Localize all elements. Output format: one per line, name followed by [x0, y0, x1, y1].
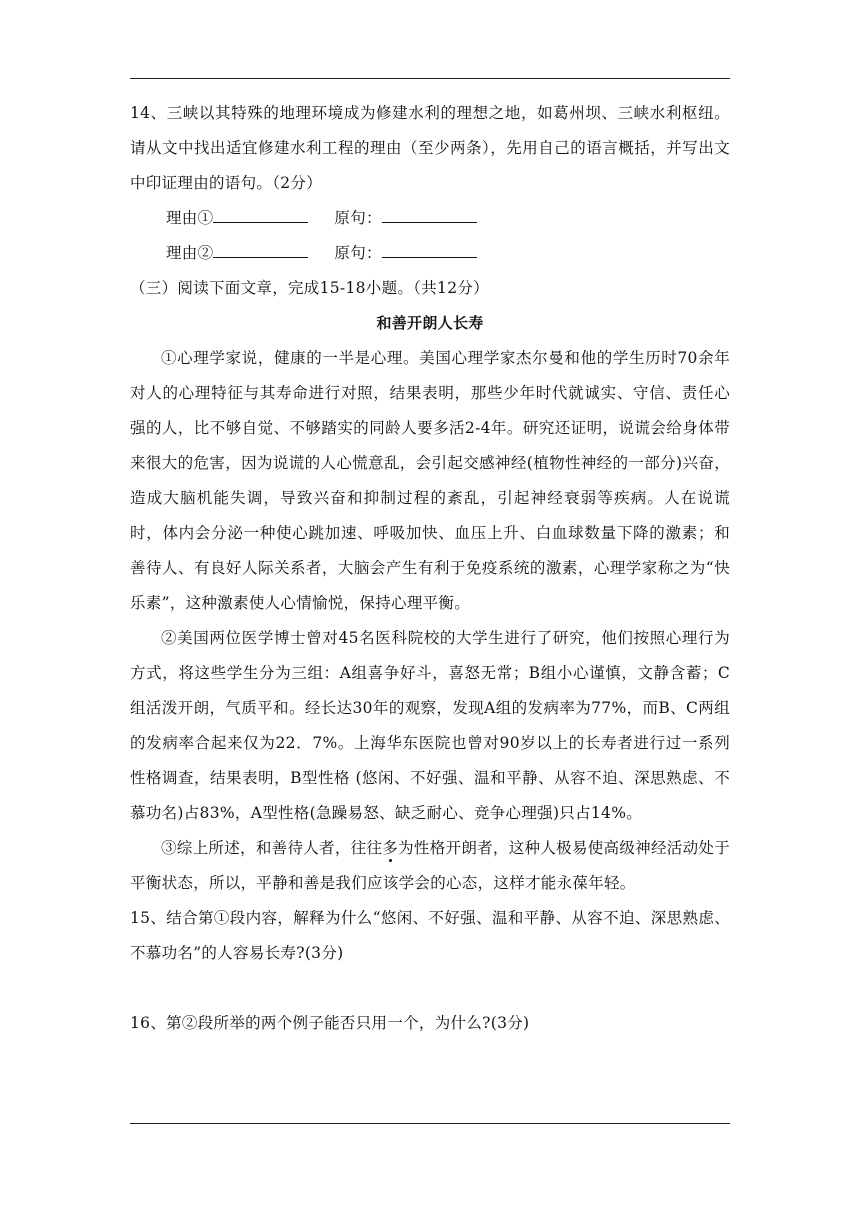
emphasis-dot-word: 多 [382, 839, 399, 857]
header-rule [130, 78, 730, 79]
article-paragraph-3 [130, 831, 730, 901]
paragraph-3-end: 为性格开朗者，这种人极易使高级神经活动处于平衡状态，所以，平静和善是我们应该学会的心态，这样才能永葆年轻。 [130, 839, 730, 892]
article-paragraph-1: ①心理学家说，健康的一半是心理。美国心理学家杰尔曼和他的学生历时70余年对人的心理特征与其寿命进行对照，结果表明，那些少年时代就诚实、守信、责任心强的人，比不够自觉、不够踏实的同龄人要多活2-4年。研究还证明，说谎会给身体带来很大的危害，因为说谎的人心慌意乱，会引起交感神经(植物性神经的一部分)兴奋，造成大脑机能失调，导致兴奋和抑制过程的紊乱，引起神经衰弱等疾病。人在说谎时，体内会分泌一种使心跳加速、呼吸加快、血压上升、白血球数量下降的激素；和善待人、有良好人际关系者，大脑会产生有利于免疫系统的激素，心理学家称之为“快乐素”，这种激素使人心情愉悦，保持心理平衡。 [130, 349, 730, 612]
source-2-blank[interactable] [382, 243, 477, 258]
reason-1-blank[interactable] [213, 208, 308, 223]
article-paragraph-2: ②美国两位医学博士曾对45名医科院校的大学生进行了研究，他们按照心理行为方式，将这些学生分为三组：A组喜争好斗，喜怒无常；B组小心谨慎，文静含蓄；C组活泼开朗，气质平和。经长达30年的观察，发现A组的发病率为77%，而B、C两组的发病率合起来仅为22．7%。上海华东医院也曾对90岁以上的长寿者进行过一系列性格调查，结果表明，B型性格 (悠闲、不好强、温和平静、从容不迫、深思熟虑、不慕功名)占83%，A型性格(急躁易怒、缺乏耐心、竞争心理强)只占14%。 [130, 629, 730, 822]
question-14: 14、三峡以其特殊的地理环境成为修建水利的理想之地，如葛州坝、三峡水利枢纽。请从文中找出适宜修建水利工程的理由（至少两条），先用自己的语言概括，并写出文中印证理由的语句。（2分） [130, 104, 730, 192]
answer-row-2 [130, 236, 730, 271]
answer-row-1 [130, 201, 730, 236]
source-2-label: 原句： [334, 244, 382, 262]
footer-rule [130, 1123, 730, 1124]
reason-1-label: 理由① [166, 209, 214, 227]
paragraph-3-start: ③综上所述，和善待人者，往往 [161, 839, 383, 857]
reason-2-blank[interactable] [213, 243, 308, 258]
section-instruction: （三）阅读下面文章，完成15-18小题。（共12分） [130, 279, 489, 297]
source-1-blank[interactable] [382, 208, 477, 223]
question-16: 16、第②段所举的两个例子能否只用一个，为什么?(3分) [130, 1014, 530, 1032]
page-content [130, 96, 730, 1041]
article-title: 和善开朗人长寿 [376, 314, 484, 332]
source-1-label: 原句： [334, 209, 382, 227]
question-15: 15、结合第①段内容，解释为什么“悠闲、不好强、温和平静、从容不迫、深思熟虑、不慕功名”的人容易长寿?(3分) [130, 909, 730, 962]
reason-2-label: 理由② [166, 244, 214, 262]
